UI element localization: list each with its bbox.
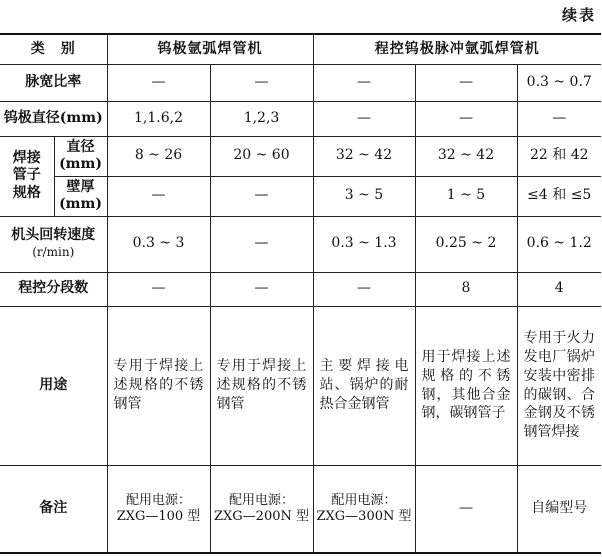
table-cell: — — [210, 176, 313, 216]
table-cell — [313, 306, 415, 465]
row-label — [0, 216, 107, 272]
table-cell: 1,2,3 — [210, 101, 313, 136]
row-label: 用途 — [0, 306, 107, 465]
welding-machine-spec-table — [0, 33, 601, 554]
row-electrode-diameter — [0, 101, 601, 136]
table-cell: 0.25 ~ 2 — [415, 216, 517, 272]
table-cell: — — [107, 176, 210, 216]
table-cell: 0.3 ~ 1.3 — [313, 216, 415, 272]
table-cell: 4 — [517, 272, 601, 306]
table-cell — [517, 306, 601, 465]
usage-text: 主要焊接电站、锅炉的耐热合金钢管 — [319, 358, 409, 412]
continued-label: 续表 — [561, 6, 596, 24]
table-cell: — — [313, 64, 415, 101]
table-cell: — — [313, 272, 415, 306]
row-pipe-thickness — [0, 176, 601, 216]
table-cell — [210, 306, 313, 465]
table-cell: — — [107, 64, 210, 101]
header-category: 类 别 — [0, 34, 107, 64]
table-cell: — — [210, 272, 313, 306]
row-program-segments — [0, 272, 601, 306]
sub-label-thickness: 壁厚 (mm) — [54, 176, 107, 216]
table-cell: 配用电源： ZXG—300N 型 — [313, 465, 415, 553]
table-cell: 3 ~ 5 — [313, 176, 415, 216]
table-cell: 22 和 42 — [517, 136, 601, 176]
table-cell: — — [415, 64, 517, 101]
row-pulse-ratio — [0, 64, 601, 101]
table-cell: 0.3 ~ 0.7 — [517, 64, 601, 101]
usage-text: 专用于焊接上述规格的不锈钢管 — [216, 358, 307, 412]
table-cell: 0.3 ~ 3 — [107, 216, 210, 272]
table-cell: 8 ~ 26 — [107, 136, 210, 176]
row-label: 程控分段数 — [0, 272, 107, 306]
sub-label-diameter: 直径 (mm) — [54, 136, 107, 176]
header-tig-machine: 钨极氩弧焊管机 — [107, 34, 313, 64]
head-speed-unit: (r/min) — [32, 245, 75, 259]
usage-text: 专用于火力发电厂锅炉安装中密排的碳钢、合金钢及不锈钢管焊接 — [523, 329, 595, 441]
table-cell: — — [517, 101, 601, 136]
table-cell: 1 ~ 5 — [415, 176, 517, 216]
table-cell: 32 ~ 42 — [415, 136, 517, 176]
row-label-pipe-spec: 焊接 管子 规格 — [0, 136, 54, 216]
table-cell: — — [210, 64, 313, 101]
table-cell: 配用电源： ZXG—100 型 — [107, 465, 210, 553]
row-label: 钨极直径(mm) — [0, 101, 107, 136]
table-cell: ≤4 和 ≤5 — [517, 176, 601, 216]
table-cell: 20 ~ 60 — [210, 136, 313, 176]
row-head-speed — [0, 216, 601, 272]
row-label: 备注 — [0, 465, 107, 553]
row-pipe-diameter — [0, 136, 601, 176]
table-cell: 0.6 ~ 1.2 — [517, 216, 601, 272]
row-remarks — [0, 465, 601, 553]
row-label: 脉宽比率 — [0, 64, 107, 101]
usage-text: 用于焊接上述规格的不锈钢，其他合金钢，碳钢管子 — [421, 348, 511, 422]
table-cell: — — [107, 272, 210, 306]
table-cell: — — [415, 101, 517, 136]
table-cell: 自编型号 — [517, 465, 601, 553]
table-cell: 32 ~ 42 — [313, 136, 415, 176]
head-speed-label: 机头回转速度 — [11, 226, 96, 243]
table-cell: 配用电源： ZXG—200N 型 — [210, 465, 313, 553]
table-cell: — — [415, 465, 517, 553]
table-cell: 8 — [415, 272, 517, 306]
table-cell: — — [313, 101, 415, 136]
table-cell: — — [210, 216, 313, 272]
table-cell — [415, 306, 517, 465]
header-pulse-tig-machine: 程控钨极脉冲氩弧焊管机 — [313, 34, 601, 64]
table-cell: 1,1.6,2 — [107, 101, 210, 136]
table-cell — [107, 306, 210, 465]
header-row — [0, 34, 601, 64]
usage-text: 专用于焊接上述规格的不锈钢管 — [113, 358, 204, 412]
row-usage — [0, 306, 601, 465]
